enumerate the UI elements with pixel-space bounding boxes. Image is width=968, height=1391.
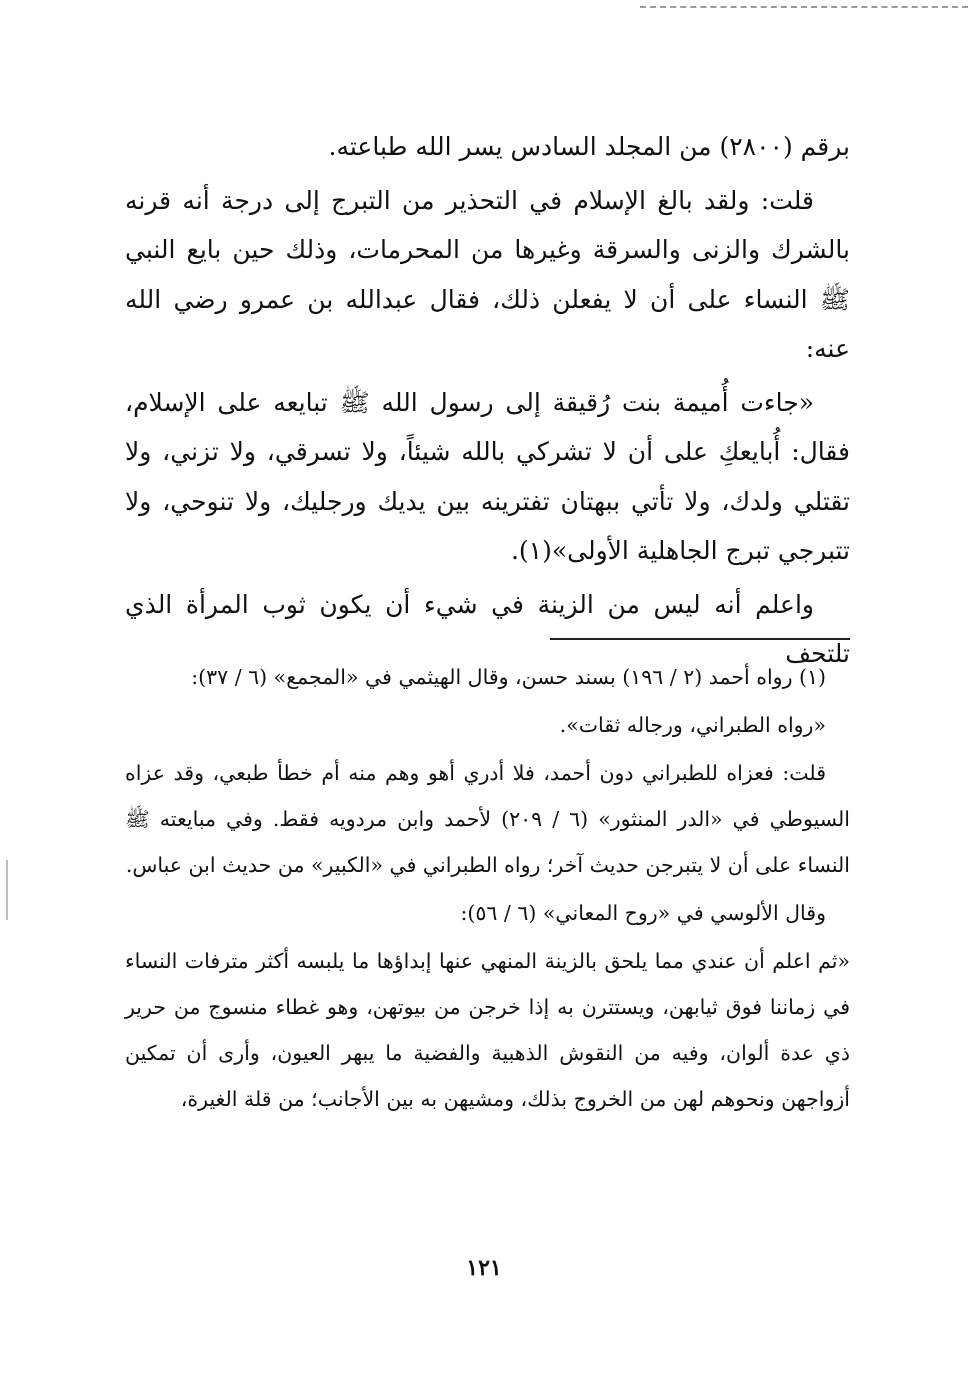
scan-margin-mark: [6, 860, 8, 920]
footnote-comment: قلت: فعزاه للطبراني دون أحمد، فلا أدري أهو وهم منه أم خطأ طبعي، وقد عزاه السيوطي في «الدر المنثور» (٦ / ٢٠٩) لأحمد وابن مردويه فقط. وفي مبايعته ﷺ النساء على أن لا يتبرجن حديث آخر؛ رواه الطبراني في «الكبير» من حديث ابن عباس.: [125, 761, 850, 877]
main-text: [125, 122, 850, 683]
footnote-1: (١) رواه أحمد (٢ / ١٩٦) بسند حسن، وقال الهيثمي في «المجمع» (٦ / ٣٧):: [191, 665, 826, 689]
paragraph-continuation: واعلم أنه ليس من الزينة في شيء أن يكون ثوب المرأة الذي تلتحف: [125, 589, 850, 668]
footnote-long-quote: «ثم اعلم أن عندي مما يلحق بالزينة المنهي عنها إبداؤها ما يلبسه أكثر مترفات النساء في زماننا فوق ثيابهن، ويستترن به إذا خرجن من بيوتهن، وهو غطاء منسوج من حرير ذي عدة ألوان، وفيه من النقوش الذهبية والفضية ما يبهر العيون، وأرى أن تمكين أزواجهن ونحوهم لهن من الخروج بذلك، ومشيهن به بين الأجانب؛ من قلة الغيرة،: [125, 949, 850, 1111]
page-number: ١٢١: [466, 1255, 502, 1281]
scan-edge-line: [640, 6, 968, 8]
hadith-quote: «جاءت أُميمة بنت رُقيقة إلى رسول الله ﷺ تبايعه على الإسلام، فقال: أُبايعكِ على أن لا تشركي بالله شيئاً، ولا تسرقي، ولا تزني، ولا تقتلي ولدك، ولا تأتي ببهتان تفترينه بين يديك ورجليك، ولا تنوحي، ولا تتبرجي تبرج الجاهلية الأولى»(١).: [125, 387, 850, 565]
footnote-citation: وقال الألوسي في «روح المعاني» (٦ / ٥٦):: [460, 901, 826, 925]
paragraph-commentary: قلت: ولقد بالغ الإسلام في التحذير من التبرج إلى درجة أنه قرنه بالشرك والزنى والسرقة وغيرها من المحرمات، وذلك حين بايع النبي ﷺ النساء على أن لا يفعلن ذلك، فقال عبدالله بن عمرو رضي الله عنه:: [125, 185, 850, 363]
footnote-divider: [550, 638, 850, 640]
opening-line: برقم (٢٨٠٠) من المجلد السادس يسر الله طباعته.: [328, 132, 850, 161]
footnote-quote: «رواه الطبراني، ورجاله ثقات».: [559, 713, 826, 737]
footnotes: [125, 654, 850, 1124]
